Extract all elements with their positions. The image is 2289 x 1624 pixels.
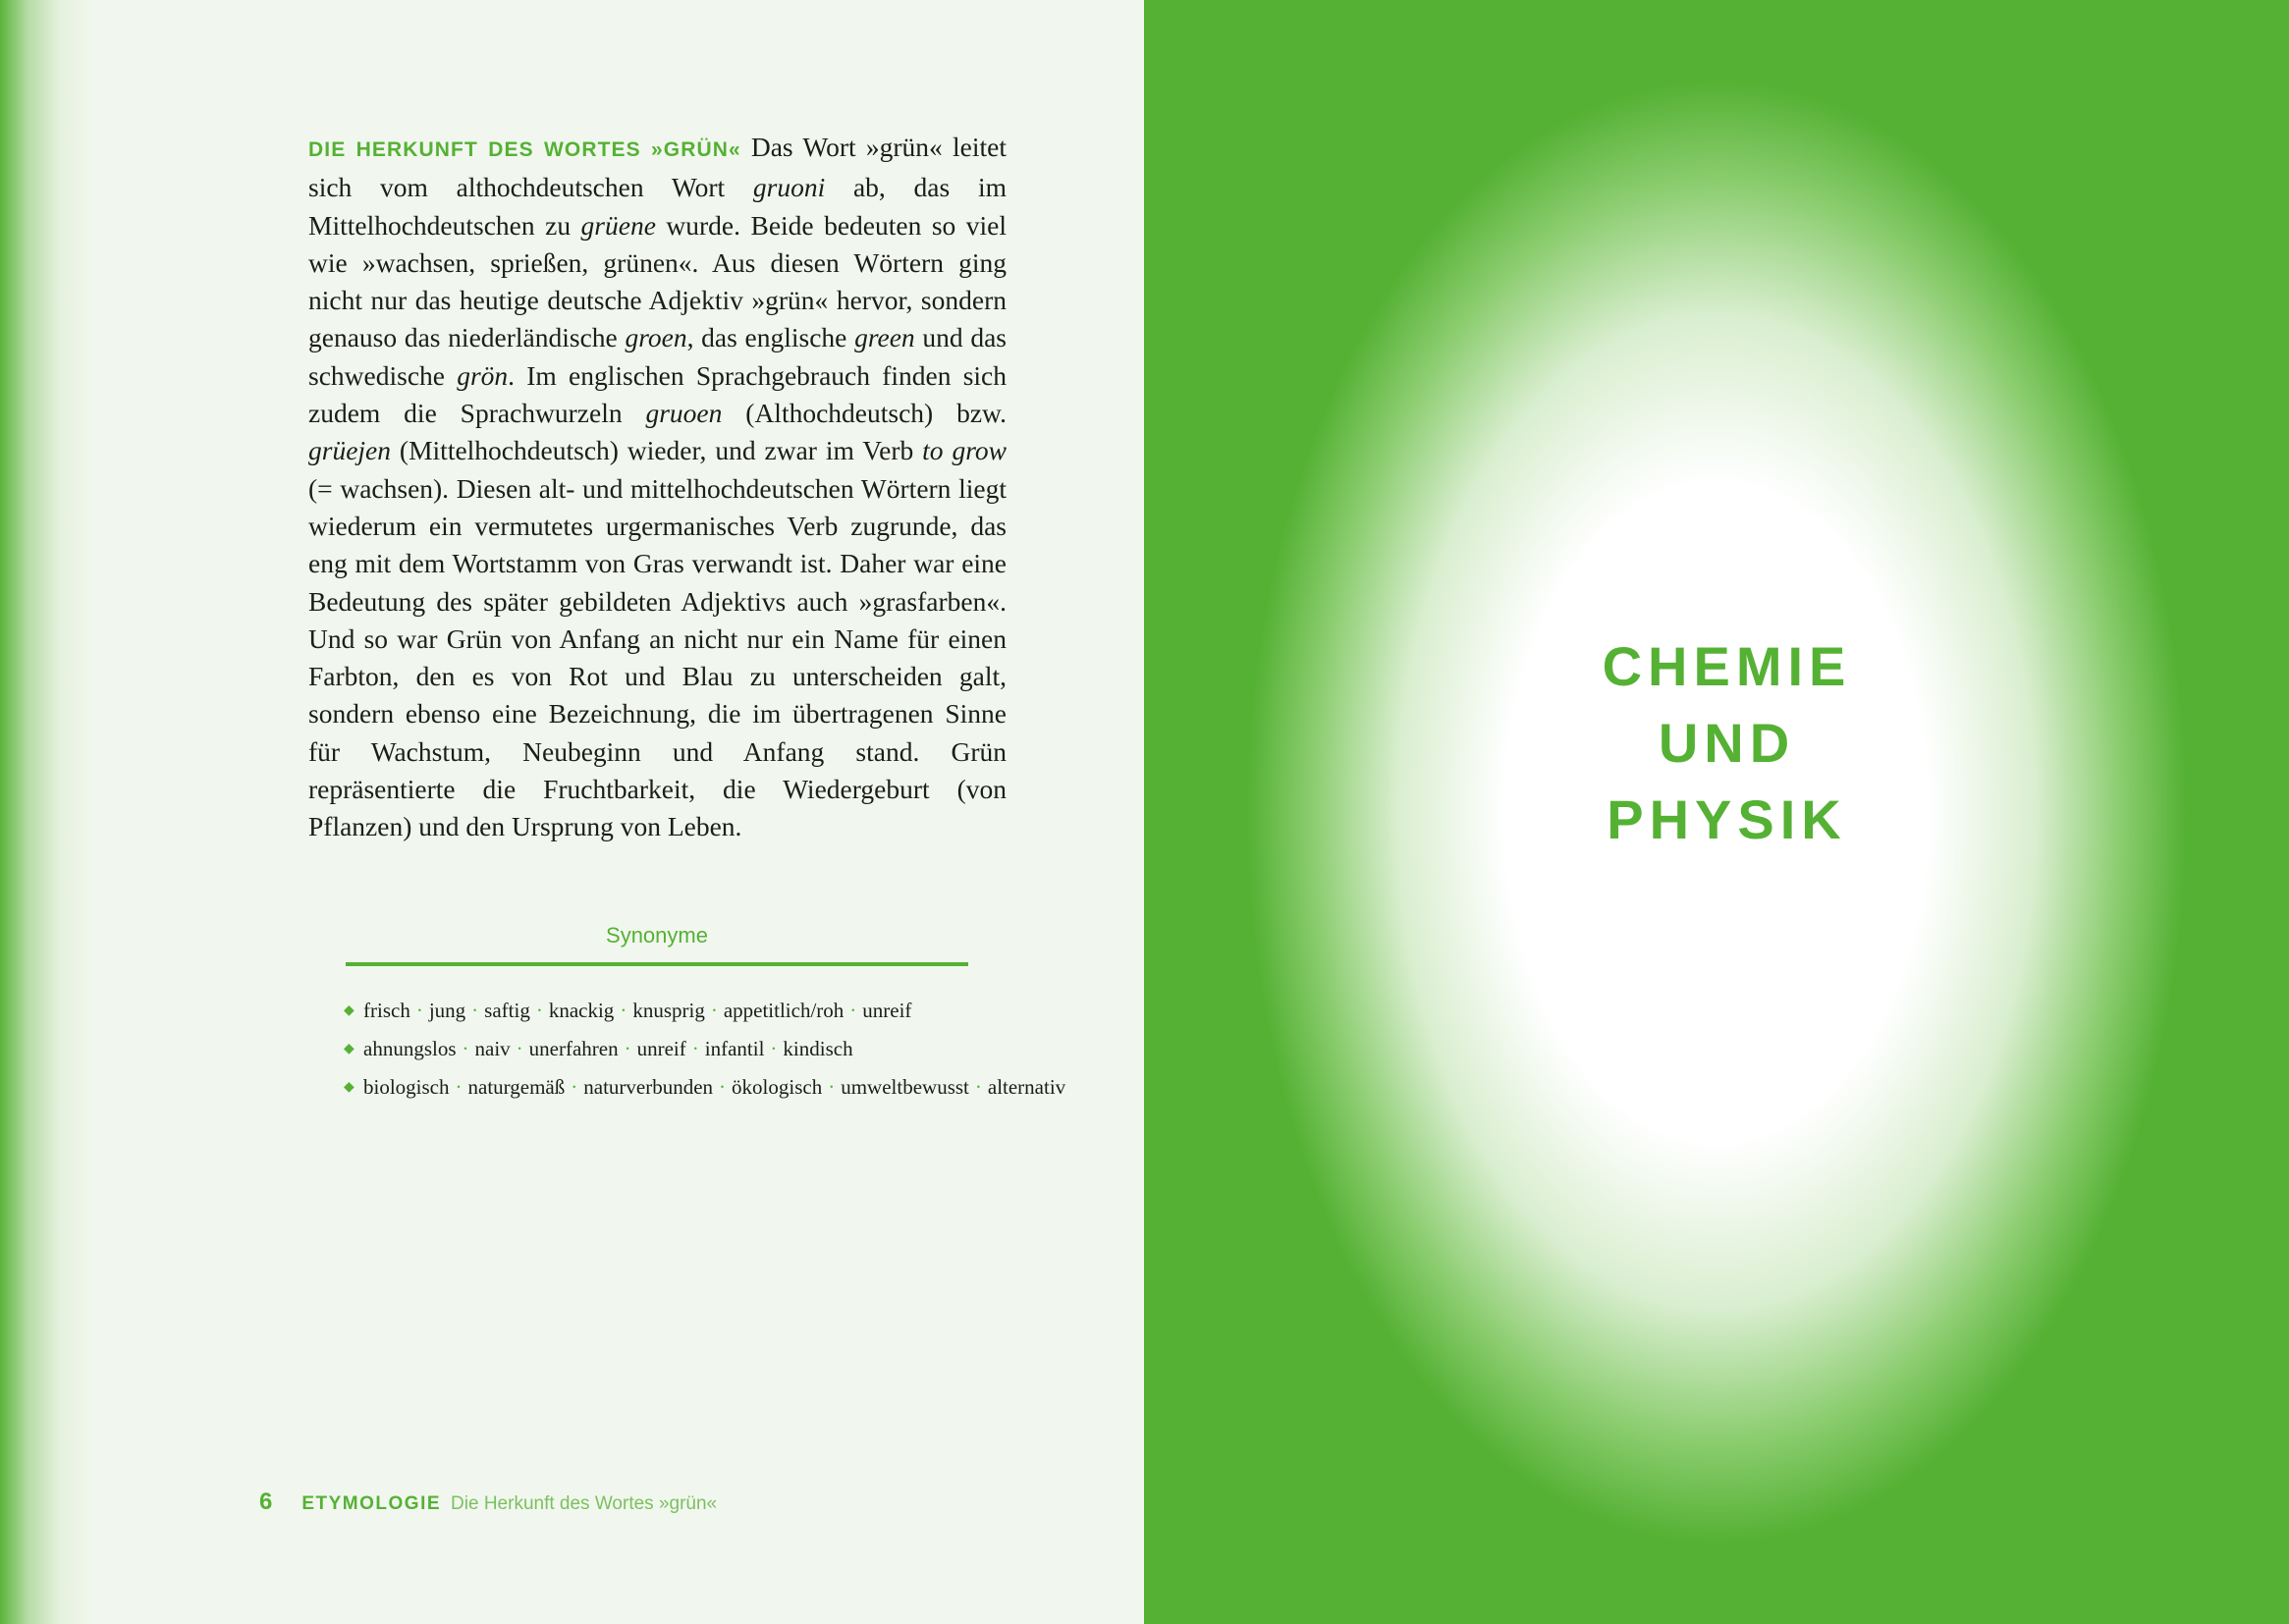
italic-term: gruoen — [645, 398, 723, 429]
separator-dot-icon: · — [828, 1075, 836, 1099]
separator-dot-icon: · — [415, 999, 423, 1022]
text-run: ab, das im Mittelhochdeutschen zu — [308, 172, 1007, 241]
separator-dot-icon: · — [691, 1037, 699, 1060]
text-run: (= wachsen). Diesen alt- und mittelhochdeutschen Wörtern liegt wiederum ein vermutetes urgermanisches Verb zugrunde, das eng mit dem Wortstamm von Gras verwandt ist. Daher war eine Bedeutung des später gebildeten Adjektivs auch »grasfarben«. Und so war Grün von Anfang an nicht nur ein Name für einen Farbton, den es von Rot und Blau zu unterscheiden galt, sondern ebenso eine Bezeichnung, die im übertragenen Sinne für Wachstum, Neubeginn und Anfang stand. Grün repräsentierte die Fruchtbarkeit, die Wiedergeburt (von Pflanzen) und den Ursprung von Leben. — [308, 472, 1007, 842]
synonym-word: naiv — [474, 1037, 511, 1060]
separator-dot-icon: · — [516, 1037, 523, 1060]
synonym-word: saftig — [484, 999, 530, 1022]
synonym-word: naturgemäß — [467, 1075, 566, 1099]
text-run: Das Wort »grün« leitet sich vom althochdeutschen Wort — [308, 132, 1007, 203]
separator-dot-icon: · — [974, 1075, 982, 1099]
synonym-word: unerfahren — [528, 1037, 619, 1060]
synonym-word: jung — [428, 999, 466, 1022]
italic-term: grön — [457, 359, 509, 391]
synonym-group — [342, 1035, 990, 1063]
text-run: (Mittelhochdeutsch) wieder, und zwar im Verb — [391, 435, 923, 466]
separator-dot-icon: · — [624, 1037, 631, 1060]
page-number: 6 — [259, 1489, 273, 1515]
footer-subtitle: Die Herkunft des Wortes »grün« — [451, 1493, 718, 1514]
synonym-word: knackig — [548, 999, 615, 1022]
separator-dot-icon: · — [770, 1037, 778, 1060]
synonym-word: unreif — [636, 1037, 686, 1060]
separator-dot-icon: · — [571, 1075, 578, 1099]
italic-term: grüene — [580, 209, 656, 241]
bullet-icon: ◆ — [344, 1003, 354, 1018]
chapter-title-line: PHYSIK — [1607, 788, 1847, 850]
bullet-icon: ◆ — [344, 1042, 354, 1056]
text-run: . Im englischen Sprachgebrauch finden sich zudem die Sprachwurzeln — [308, 359, 1007, 429]
synonyms-list — [342, 997, 1066, 1111]
chapter-title-line: UND — [1658, 712, 1796, 774]
synonym-word: ahnungslos — [363, 1037, 457, 1060]
synonym-word: ökologisch — [732, 1075, 823, 1099]
synonym-group — [342, 1073, 1066, 1102]
separator-dot-icon: · — [471, 999, 479, 1022]
synonym-word: alternativ — [987, 1075, 1066, 1099]
separator-dot-icon: · — [455, 1075, 463, 1099]
text-run: (Althochdeutsch) bzw. — [722, 398, 1007, 429]
italic-term: to grow — [922, 435, 1007, 466]
text-run: und das schwedische — [308, 322, 1007, 391]
synonym-word: umweltbewusst — [841, 1075, 969, 1099]
synonym-word: kindisch — [783, 1037, 853, 1060]
synonyms-title: Synonyme — [606, 923, 708, 947]
synonym-word: naturverbunden — [583, 1075, 714, 1099]
separator-dot-icon: · — [719, 1075, 727, 1099]
paragraph-body — [308, 132, 1007, 841]
separator-dot-icon: · — [535, 999, 543, 1022]
italic-term: groen — [625, 322, 687, 353]
italic-term: grüejen — [308, 435, 392, 466]
chapter-title — [1538, 628, 1916, 858]
page-footer — [259, 1489, 717, 1516]
synonym-word: unreif — [862, 999, 912, 1022]
separator-dot-icon: · — [710, 999, 718, 1022]
separator-dot-icon: · — [620, 999, 627, 1022]
left-page — [0, 0, 1144, 1624]
text-run: wurde. Beide bedeuten so viel wie »wachsen, sprießen, grünen«. Aus diesen Wörtern ging nicht nur das heutige deutsche Adjektiv »grün« hervor, sondern genauso das niederländische — [308, 209, 1007, 353]
synonyms-divider — [346, 962, 968, 966]
synonym-word: knusprig — [632, 999, 705, 1022]
bullet-icon: ◆ — [344, 1080, 354, 1095]
etymology-paragraph — [308, 129, 1007, 846]
synonym-word: infantil — [704, 1037, 765, 1060]
chapter-title-line: CHEMIE — [1602, 635, 1852, 697]
separator-dot-icon: · — [849, 999, 857, 1022]
synonym-group — [342, 997, 990, 1025]
synonym-word: appetitlich/roh — [723, 999, 845, 1022]
separator-dot-icon: · — [462, 1037, 469, 1060]
synonym-word: frisch — [363, 999, 410, 1022]
synonym-word: biologisch — [363, 1075, 450, 1099]
italic-term: green — [854, 322, 915, 353]
italic-term: gruoni — [752, 172, 826, 203]
section-lead-heading: DIE HERKUNFT DES WORTES »GRÜN« — [308, 138, 741, 161]
text-run: , das englische — [686, 322, 855, 353]
footer-section: ETYMOLOGIE — [301, 1493, 442, 1514]
